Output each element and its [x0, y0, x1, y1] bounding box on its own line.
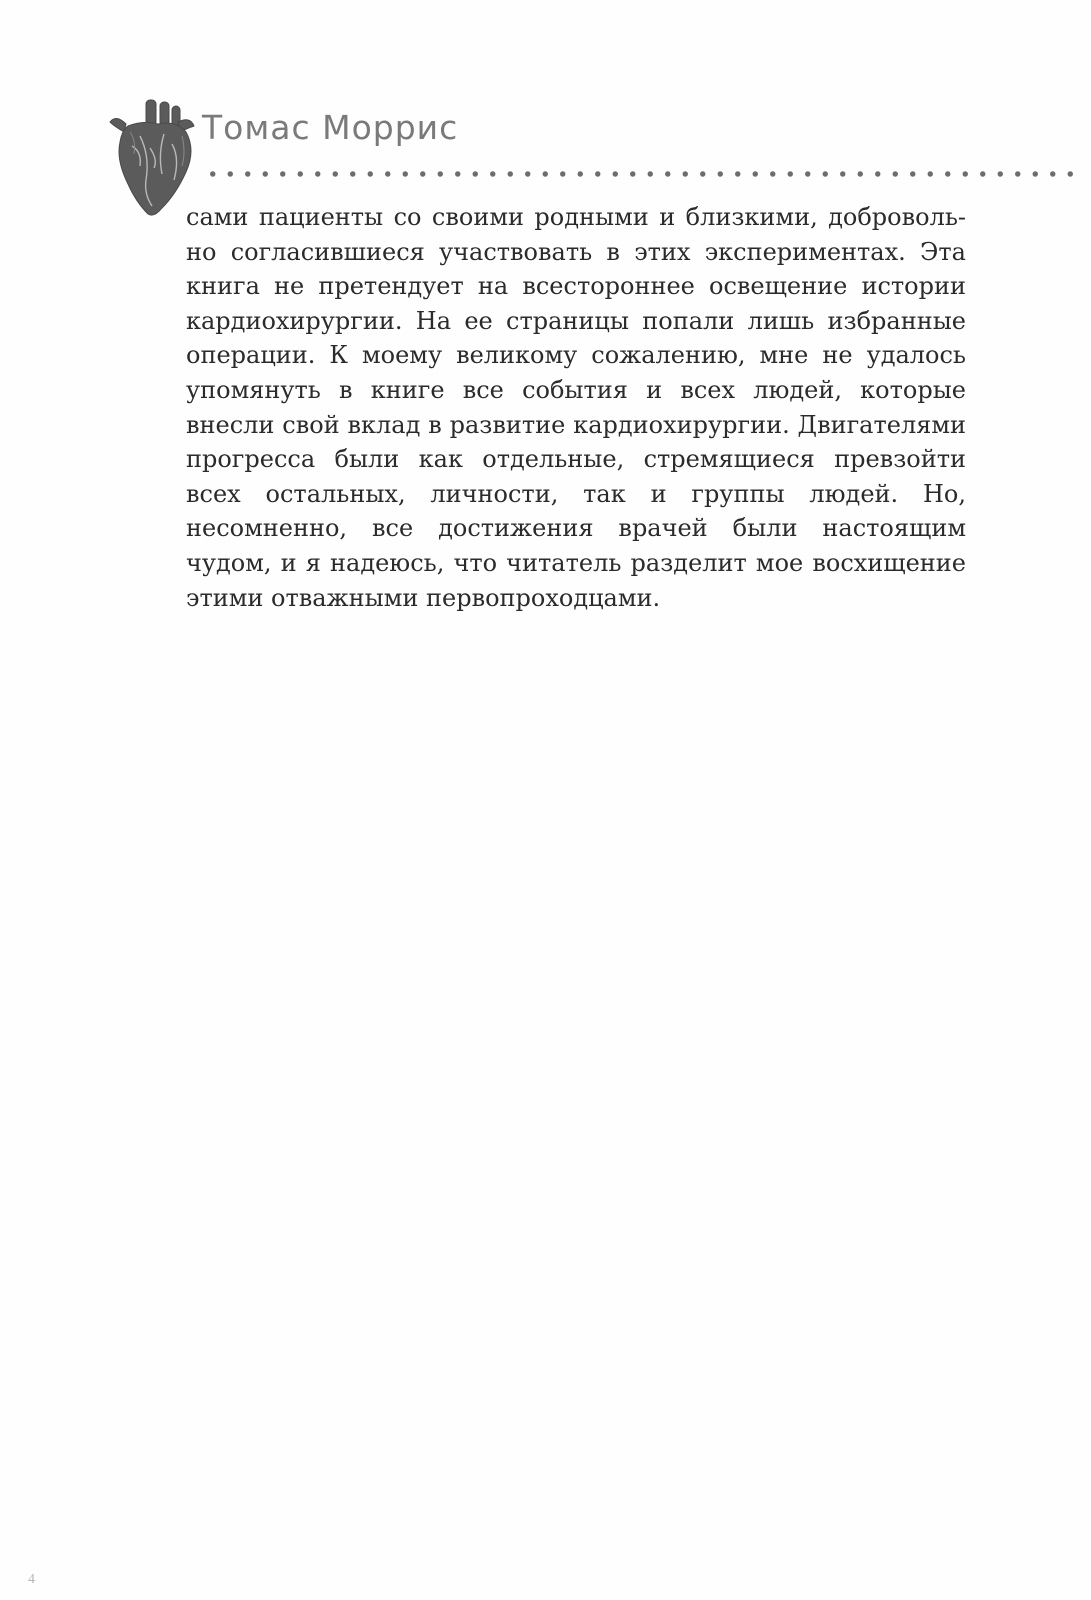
running-head-author: Томас Моррис [202, 108, 459, 147]
page-number: 4 [28, 1572, 35, 1587]
body-paragraph: сами пациенты со своими родными и близкими, добровольно согласившиеся участвовать в этих экспериментах. Эта книга не претендует на всестороннее освещение истории кардиохирургии. На ее страницы попали лишь избранные операции. К моему великому сожалению, мне не удалось упомянуть в книге все события и всех людей, которые внесли свой вклад в развитие кардиохирургии. Двигателями прогресса были как отдельные, стремящиеся превзойти всех остальных, личности, так и группы людей. Но, несомненно, все достижения врачей были настоящим чудом, и я надеюсь, что читатель разделит мое восхищение этими отважными первопроходцами. [186, 203, 966, 612]
anatomical-heart-icon [106, 96, 198, 222]
dotted-divider [204, 170, 1074, 178]
